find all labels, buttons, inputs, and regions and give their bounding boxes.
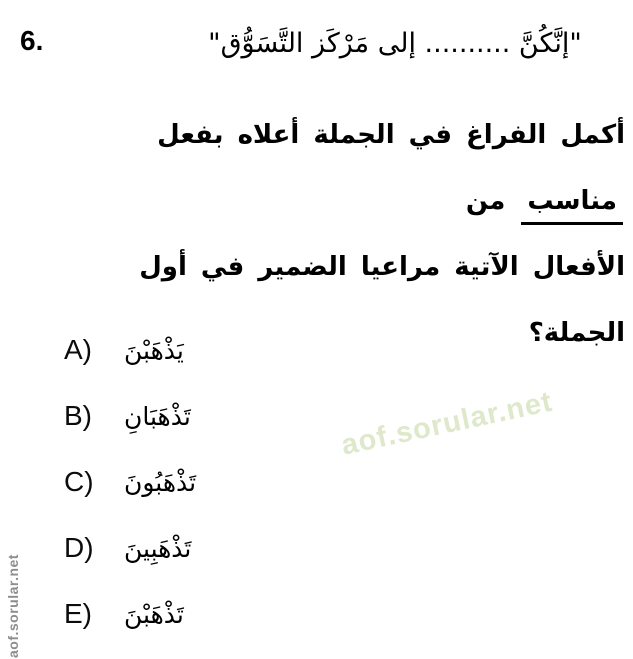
option-text-b: تَذْهَبَانِ [124,401,191,431]
option-label-e: E) [64,598,92,629]
option-row-a[interactable] [64,317,196,383]
option-text-d: تَذْهَبِينَ [124,533,192,563]
option-text-e: تَذْهَبْنَ [124,599,184,629]
underlined-word: مناسب [521,186,623,225]
question-text-line2: الأفعال الآتية مراعيا الضمير في أول الجملة؟ [139,252,625,348]
question-quote-sentence: "إنَّكُنَّ .......... إلى مَرْكَز التَّسَوُّق" [208,28,582,59]
option-row-c[interactable] [64,449,196,515]
option-label-d: D) [64,532,94,563]
option-label-a: A) [64,334,92,365]
question-text-line1-pre: أكمل الفراغ في الجملة أعلاه بفعل [157,120,625,150]
option-row-b[interactable] [64,383,196,449]
watermark-side: aof.sorular.net [5,554,21,658]
option-label-b: B) [64,400,92,431]
question-number: 6. [20,25,44,56]
option-text-a: يَذْهَبْنَ [124,335,184,365]
option-row-d[interactable] [64,515,196,581]
option-label-c: C) [64,466,94,497]
options-list [64,317,196,647]
question-text-line1-post: من [465,186,506,216]
option-text-c: تَذْهَبُونَ [124,467,197,497]
option-row-e[interactable] [64,581,196,647]
watermark-center: aof.sorular.net [338,385,556,462]
